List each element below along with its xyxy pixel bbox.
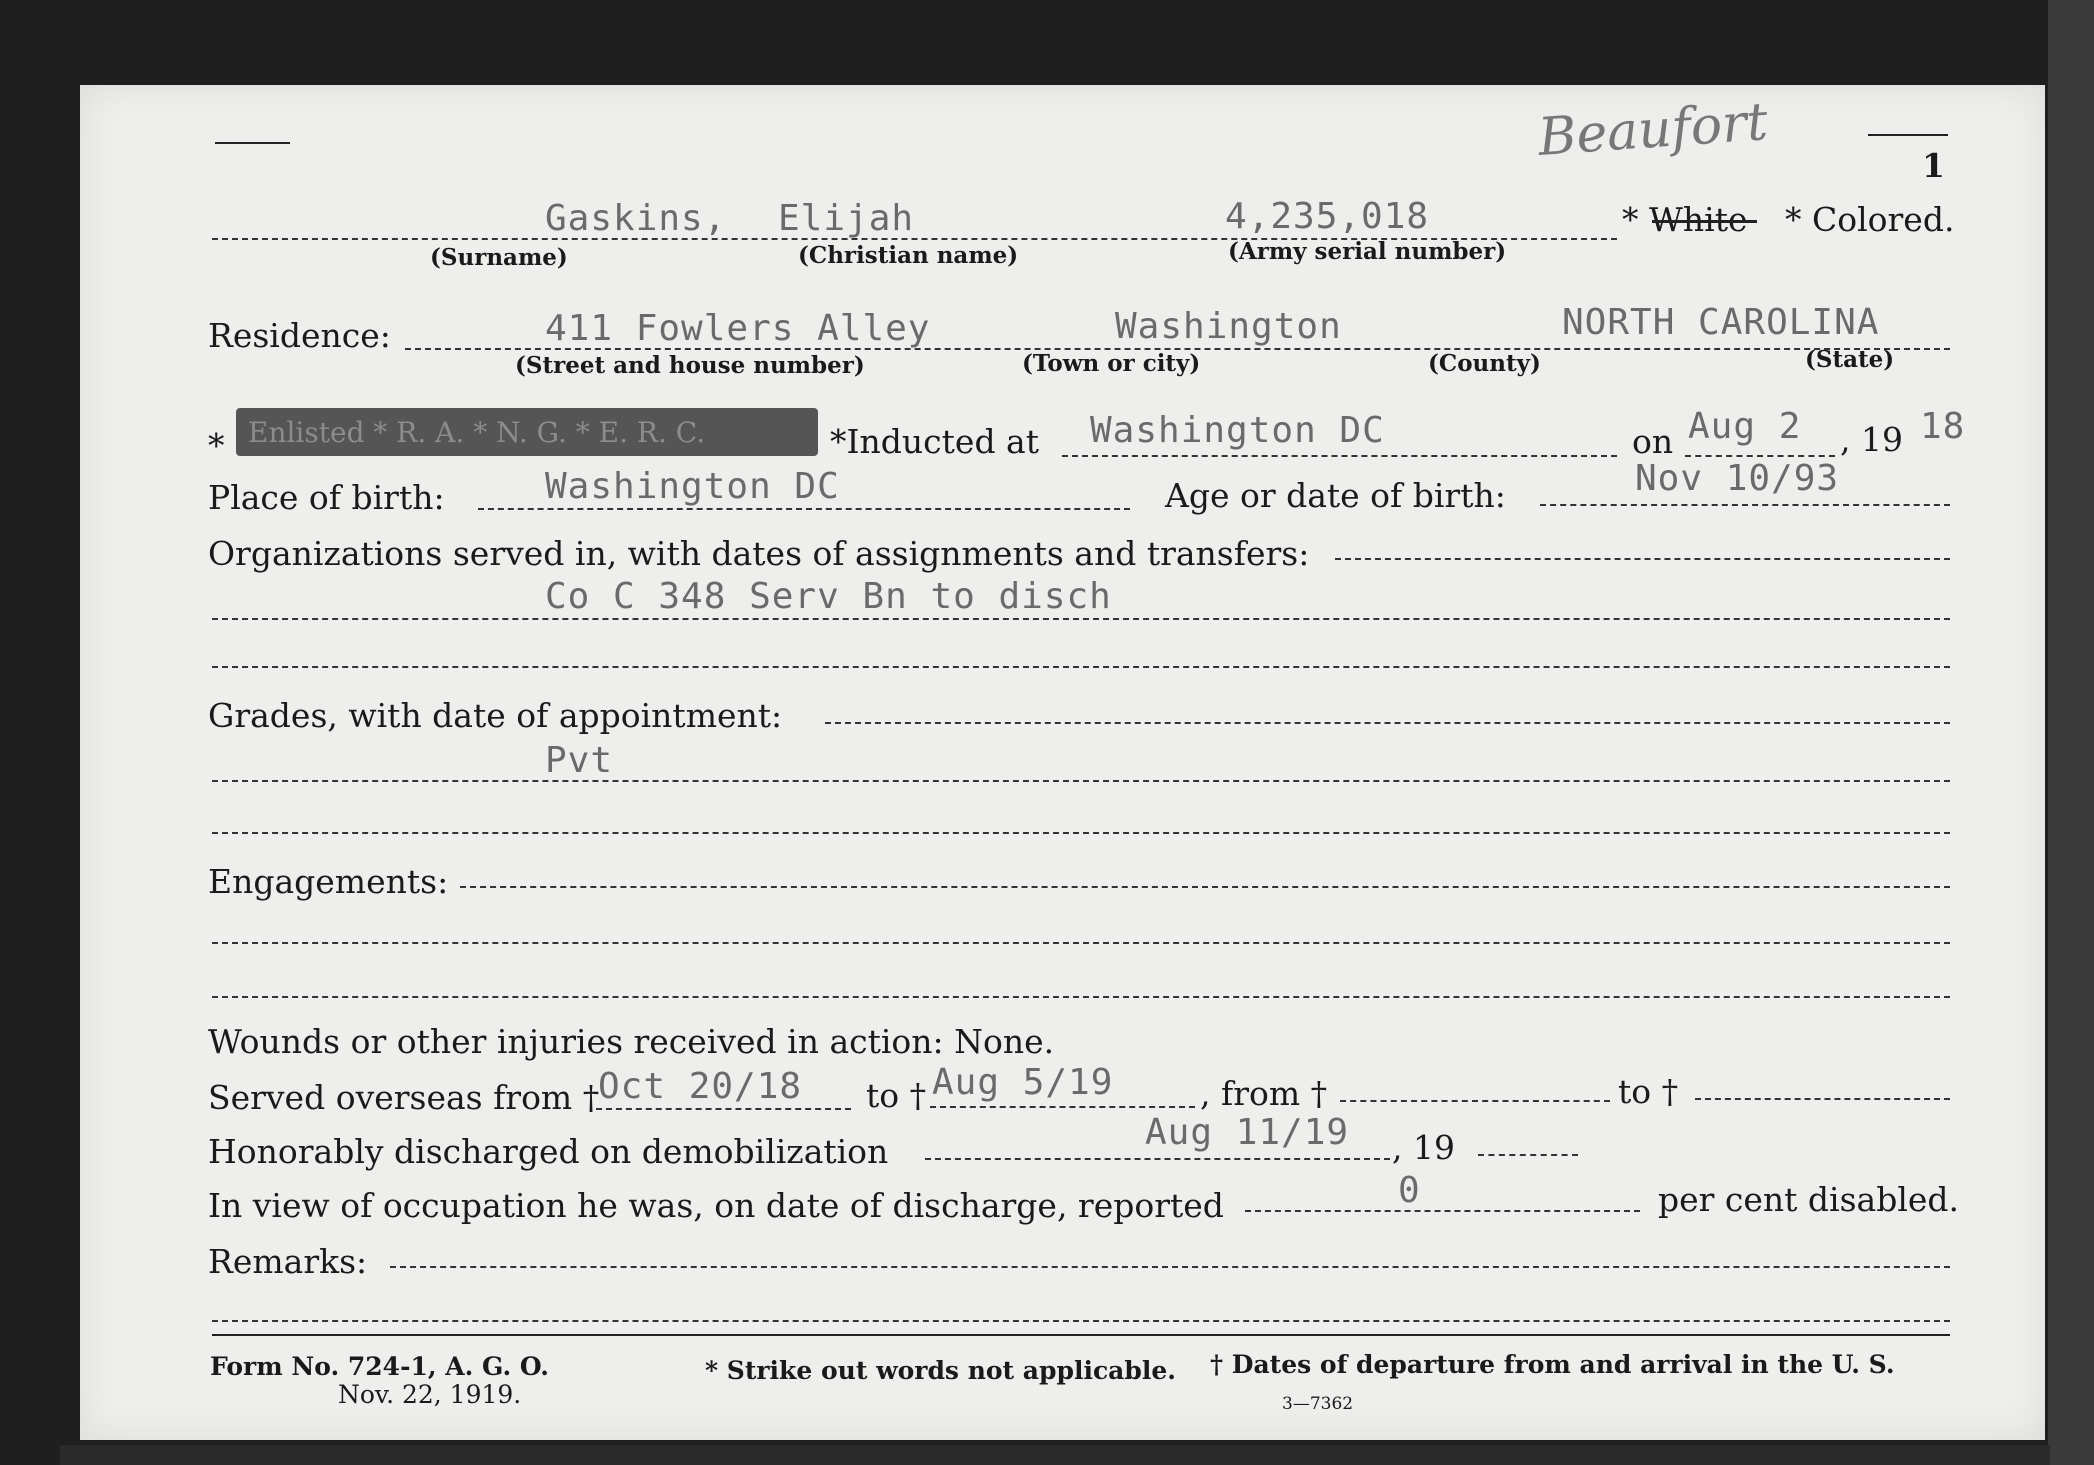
organizations-line-3: [212, 666, 1950, 668]
christian-name-value: Elijah: [778, 198, 915, 239]
residence-label: Residence:: [208, 316, 391, 355]
remarks-label: Remarks:: [208, 1242, 368, 1281]
serial-number-value: 4,235,018: [1225, 196, 1430, 237]
white-strikethrough: [1652, 220, 1757, 223]
engagements-label: Engagements:: [208, 862, 449, 901]
residence-street: 411 Fowlers Alley: [545, 308, 931, 349]
form-date: Nov. 22, 1919.: [338, 1380, 522, 1409]
overseas-from2-line: [1340, 1100, 1610, 1102]
age-label: Age or date of birth:: [1165, 476, 1506, 515]
discharge-line: [925, 1158, 1390, 1160]
scan-edge-bottom: [60, 1445, 2050, 1465]
wounds-text: Wounds or other injuries received in action: None.: [208, 1022, 1055, 1061]
scan-edge-right: [2048, 0, 2094, 1465]
place-of-birth-line: [478, 508, 1130, 510]
overseas-to-label: to †: [866, 1076, 927, 1115]
remarks-line-2: [212, 1320, 1950, 1322]
service-record-card: [80, 85, 2045, 1440]
town-label: (Town or city): [1022, 350, 1201, 377]
grades-line-3: [212, 832, 1950, 834]
inducted-at-line: [1062, 455, 1617, 457]
dates-note: † Dates of departure from and arrival in the U. S.: [1210, 1350, 1895, 1379]
enlisted-star: *: [208, 426, 225, 465]
discharge-year-line: [1478, 1154, 1578, 1156]
overseas-to-value: Aug 5/19: [932, 1062, 1114, 1103]
remarks-line-1: [390, 1266, 1950, 1268]
residence-state: NORTH CAROLINA: [1562, 302, 1880, 343]
grades-entry: Pvt: [545, 740, 614, 781]
county-label: (County): [1428, 350, 1541, 377]
street-label: (Street and house number): [515, 352, 865, 379]
overseas-to2-line: [1695, 1098, 1950, 1100]
organizations-entry: Co C 348 Serv Bn to disch: [545, 576, 1112, 617]
inducted-at-label: *Inducted at: [830, 422, 1039, 461]
overseas-label: Served overseas from †: [208, 1078, 600, 1117]
discharge-date-value: Aug 11/19: [1145, 1112, 1350, 1153]
discharge-year-label: , 19: [1392, 1128, 1455, 1167]
disability-line: [1245, 1210, 1640, 1212]
overseas-from2-label: , from †: [1200, 1074, 1328, 1113]
top-right-rule: [1868, 134, 1948, 136]
remarks-line-3: [212, 1334, 1950, 1336]
surname-value: Gaskins,: [545, 198, 727, 239]
place-of-birth-value: Washington DC: [545, 466, 840, 507]
overseas-to2-label: to †: [1618, 1072, 1679, 1111]
disability-percent: 0: [1398, 1170, 1421, 1211]
engagements-line-2: [212, 942, 1950, 944]
residence-town: Washington: [1115, 306, 1342, 347]
organizations-line-1: [1335, 558, 1950, 560]
overseas-to-line: [930, 1106, 1195, 1108]
organizations-line-2: [212, 618, 1950, 620]
disability-suffix: per cent disabled.: [1658, 1180, 1960, 1219]
form-number: Form No. 724-1, A. G. O.: [210, 1352, 549, 1381]
grades-label: Grades, with date of appointment:: [208, 696, 783, 735]
induction-date-line: [1685, 455, 1835, 457]
discharge-label: Honorably discharged on demobilization: [208, 1132, 889, 1171]
serial-number-label: (Army serial number): [1228, 238, 1507, 265]
surname-label: (Surname): [430, 244, 568, 271]
date-of-birth-value: Nov 10/93: [1635, 458, 1840, 499]
age-line: [1540, 504, 1950, 506]
overseas-from-value: Oct 20/18: [598, 1066, 803, 1107]
print-code: 3—7362: [1282, 1394, 1354, 1414]
induction-date-value: Aug 2: [1688, 406, 1802, 447]
redacted-enlistment-options: [236, 408, 818, 456]
strike-note: * Strike out words not applicable.: [705, 1356, 1176, 1385]
top-left-rule: [215, 142, 290, 144]
inducted-at-value: Washington DC: [1090, 410, 1385, 451]
white-option: * White: [1622, 200, 1748, 239]
place-of-birth-label: Place of birth:: [208, 478, 445, 517]
organizations-label: Organizations served in, with dates of assignments and transfers:: [208, 534, 1310, 573]
state-label: (State): [1805, 346, 1895, 373]
grades-line-1: [825, 722, 1950, 724]
margin-note-handwritten: Beaufort: [1536, 92, 1770, 168]
disability-label: In view of occupation he was, on date of discharge, reported: [208, 1186, 1224, 1225]
grades-line-2: [212, 780, 1950, 782]
induction-year-suffix: 18: [1920, 406, 1966, 447]
overseas-from-line: [596, 1108, 851, 1110]
christian-name-label: (Christian name): [798, 242, 1019, 269]
engagements-line-1: [460, 886, 1950, 888]
induction-year-prefix: , 19: [1840, 420, 1903, 459]
engagements-line-3: [212, 996, 1950, 998]
card-number: 1: [1922, 146, 1945, 185]
redacted-text: Enlisted * R. A. * N. G. * E. R. C.: [248, 416, 706, 449]
colored-option: * Colored.: [1785, 200, 1955, 239]
on-label: on: [1632, 422, 1674, 461]
